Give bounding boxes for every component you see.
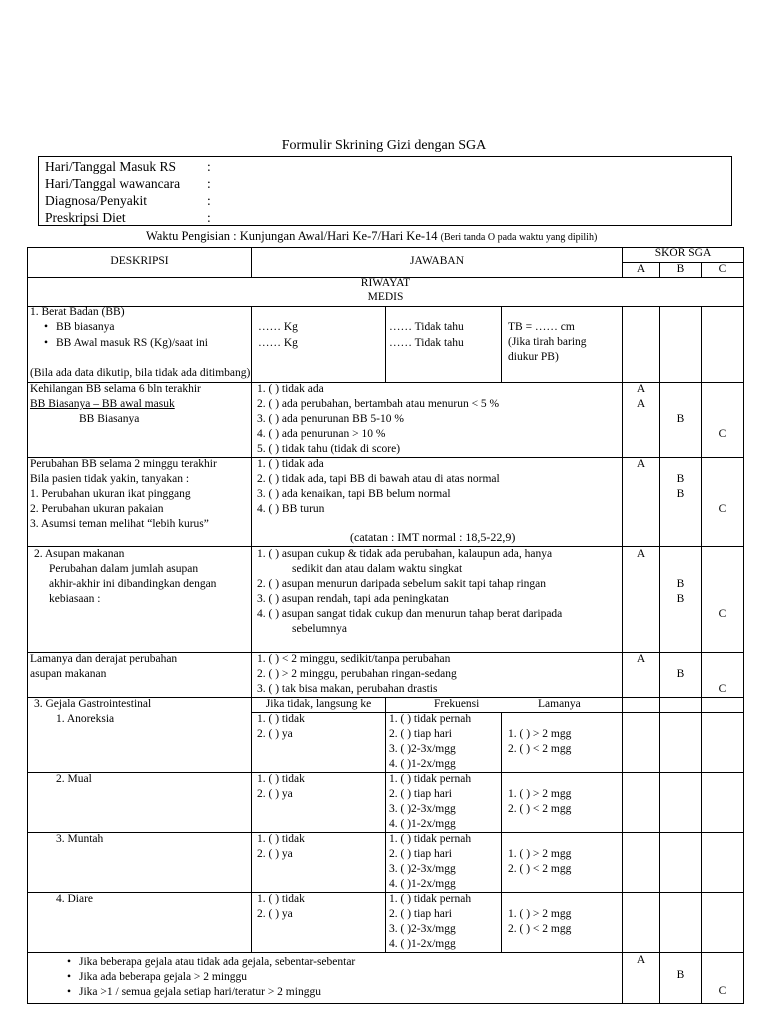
info-label: Diagnosa/Penyakit: [45, 193, 147, 208]
info-row-masuk: [45, 158, 725, 175]
info-row-wawancara: [45, 175, 725, 192]
info-colon: :: [207, 176, 211, 191]
perubahan-option: 4. ( ) BB turun: [257, 503, 325, 515]
header-a: A: [636, 263, 646, 275]
lamanya-desc: asupan makanan: [30, 668, 107, 680]
perubahan-desc: Bila pasien tidak yakin, tanyakan :: [30, 473, 190, 485]
kehilangan-option: 1. ( ) tidak ada: [257, 383, 324, 395]
patient-info-box: [38, 156, 732, 226]
kehilangan-option: 2. ( ) ada perubahan, bertambah atau menurun < 5 %: [257, 398, 500, 410]
score-c: C: [718, 503, 727, 515]
kehilangan-option: 5. ( ) tidak tahu (tidak di score): [257, 443, 401, 455]
kehilangan-option: 4. ( ) ada penurunan > 10 %: [257, 428, 386, 440]
gejala-item-label: 3. Muntah: [56, 833, 104, 845]
gejala-frekuensi-option: 3. ( )2-3x/mgg: [389, 863, 456, 875]
gejala-lamanya-option: 2. ( ) < 2 mgg: [508, 863, 572, 875]
bb-tidak-1: …… Tidak tahu: [389, 321, 464, 333]
lamanya-option: 3. ( ) tak bisa makan, perubahan drastis: [257, 683, 438, 695]
gejala-frekuensi-option: 4. ( )1-2x/mgg: [389, 878, 456, 890]
score-c: C: [718, 608, 727, 620]
kesimpulan-item: • Jika ada beberapa gejala > 2 minggu: [79, 970, 247, 985]
asupan-desc: 2. Asupan makanan: [34, 548, 125, 560]
score-a: A: [636, 383, 646, 395]
kehilangan-desc-3: BB Biasanya: [79, 413, 140, 425]
gejala-option-ya: 2. ( ) ya: [257, 728, 293, 740]
gejala-frekuensi-option: 4. ( )1-2x/mgg: [389, 938, 456, 950]
score-b: B: [676, 413, 685, 425]
perubahan-desc: 2. Perubahan ukuran pakaian: [30, 503, 164, 515]
gejala-option-tidak: 1. ( ) tidak: [257, 833, 305, 845]
gejala-frekuensi-option: 1. ( ) tidak pernah: [389, 773, 472, 785]
gejala-frekuensi-option: 1. ( ) tidak pernah: [389, 713, 472, 725]
perubahan-option: 1. ( ) tidak ada: [257, 458, 324, 470]
gejala-frekuensi-option: 3. ( )2-3x/mgg: [389, 803, 456, 815]
score-a: A: [636, 458, 646, 470]
asupan-option: sedikit dan atau dalam waktu singkat: [292, 563, 463, 575]
score-c: C: [718, 428, 727, 440]
gejala-lamanya-option: 2. ( ) < 2 mgg: [508, 923, 572, 935]
waktu-text: Waktu Pengisian : Kunjungan Awal/Hari Ke-7/Hari Ke-14: [146, 229, 438, 243]
gejala-head-frekuensi-label: Frekuensi: [434, 698, 480, 710]
asupan-desc: kebiasaan :: [49, 593, 101, 605]
gejala-frekuensi-option: 2. ( ) tiap hari: [389, 848, 452, 860]
info-colon: :: [207, 159, 211, 174]
gejala-frekuensi-option: 4. ( )1-2x/mgg: [389, 818, 456, 830]
kesimpulan-item: • Jika beberapa gejala atau tidak ada gejala, sebentar-sebentar: [79, 955, 355, 970]
bb-tidak-2: …… Tidak tahu: [389, 337, 464, 349]
header-c: C: [718, 263, 727, 275]
gejala-frekuensi-option: 4. ( )1-2x/mgg: [389, 758, 456, 770]
perubahan-desc: Perubahan BB selama 2 minggu terakhir: [30, 458, 217, 470]
gejala-lamanya-option: 1. ( ) > 2 mgg: [508, 788, 572, 800]
waktu-note: (Beri tanda O pada waktu yang dipilih): [440, 232, 598, 243]
bb-tb-note2: diukur PB): [508, 351, 559, 363]
gejala-option-ya: 2. ( ) ya: [257, 788, 293, 800]
bb-item-biasanya: • BB biasanya: [56, 320, 114, 335]
asupan-option: 2. ( ) asupan menurun daripada sebelum sakit tapi tahap ringan: [257, 578, 547, 590]
score-a: A: [636, 548, 646, 560]
score-b: B: [676, 473, 685, 485]
score-b: B: [676, 969, 685, 981]
bb-tb-note1: (Jika tirah baring: [508, 336, 587, 348]
perubahan-option: 2. ( ) tidak ada, tapi BB di bawah atau di atas normal: [257, 473, 500, 485]
asupan-option: 1. ( ) asupan cukup & tidak ada perubahan, kalaupun ada, hanya: [257, 548, 553, 560]
gejala-frekuensi-option: 3. ( )2-3x/mgg: [389, 923, 456, 935]
score-a: A: [636, 653, 646, 665]
bb-note: (Bila ada data dikutip, bila tidak ada ditimbang): [30, 367, 251, 379]
header-jawaban: JAWABAN: [409, 255, 465, 267]
gejala-frekuensi-option: 1. ( ) tidak pernah: [389, 893, 472, 905]
gejala-option-tidak: 1. ( ) tidak: [257, 893, 305, 905]
header-skor: SKOR SGA: [654, 247, 712, 259]
kehilangan-option: 3. ( ) ada penurunan BB 5-10 %: [257, 413, 404, 425]
score-a: A: [636, 398, 646, 410]
gejala-head-lamanya-label: Lamanya: [538, 698, 581, 710]
bb-kg-2: …… Kg: [258, 337, 298, 349]
page-title: Formulir Skrining Gizi dengan SGA: [281, 138, 487, 153]
gejala-item-label: 2. Mual: [56, 773, 92, 785]
gejala-item-label: 4. Diare: [56, 893, 94, 905]
asupan-option: 4. ( ) asupan sangat tidak cukup dan menurun tahap berat daripada: [257, 608, 563, 620]
lamanya-option: 2. ( ) > 2 minggu, perubahan ringan-sedang: [257, 668, 457, 680]
kehilangan-desc-2: BB Biasanya – BB awal masuk: [30, 398, 175, 410]
perubahan-option: 3. ( ) ada kenaikan, tapi BB belum normal: [257, 488, 451, 500]
info-row-diagnosa: [45, 192, 725, 209]
score-b: B: [676, 578, 685, 590]
score-c: C: [718, 985, 727, 997]
gejala-frekuensi-option: 2. ( ) tiap hari: [389, 728, 452, 740]
gejala-frekuensi-option: 2. ( ) tiap hari: [389, 788, 452, 800]
perubahan-desc: 3. Asumsi teman melihat “lebih kurus”: [30, 518, 209, 530]
perubahan-catatan: (catatan : IMT normal : 18,5-22,9): [350, 530, 516, 544]
kesimpulan-item: • Jika >1 / semua gejala setiap hari/teratur > 2 minggu: [79, 985, 321, 1000]
bb-item-awal: • BB Awal masuk RS (Kg)/saat ini: [56, 336, 208, 351]
asupan-desc: akhir-akhir ini dibandingkan dengan: [49, 578, 217, 590]
info-label: Preskripsi Diet: [45, 210, 126, 225]
bb-tb: TB = …… cm: [508, 321, 575, 333]
gejala-option-tidak: 1. ( ) tidak: [257, 713, 305, 725]
section-riwayat-line2: MEDIS: [367, 291, 404, 303]
info-colon: :: [207, 210, 211, 225]
info-label: Hari/Tanggal Masuk RS: [45, 159, 177, 174]
info-colon: :: [207, 193, 211, 208]
score-b: B: [676, 593, 685, 605]
kehilangan-desc-1: Kehilangan BB selama 6 bln terakhir: [30, 383, 201, 395]
header-deskripsi: DESKRIPSI: [110, 255, 169, 267]
score-a: A: [636, 954, 646, 966]
gejala-option-ya: 2. ( ) ya: [257, 848, 293, 860]
info-label: Hari/Tanggal wawancara: [45, 176, 181, 191]
gejala-lamanya-option: 2. ( ) < 2 mgg: [508, 803, 572, 815]
gejala-lamanya-option: 1. ( ) > 2 mgg: [508, 728, 572, 740]
score-b: B: [676, 668, 685, 680]
gejala-title: 3. Gejala Gastrointestinal: [34, 698, 152, 710]
gejala-lamanya-option: 2. ( ) < 2 mgg: [508, 743, 572, 755]
gejala-item-label: 1. Anoreksia: [56, 713, 115, 725]
score-b: B: [676, 488, 685, 500]
header-b: B: [676, 263, 685, 275]
waktu-pengisian: [146, 229, 597, 244]
gejala-frekuensi-option: 2. ( ) tiap hari: [389, 908, 452, 920]
asupan-option: 3. ( ) asupan rendah, tapi ada peningkatan: [257, 593, 449, 605]
lamanya-option: 1. ( ) < 2 minggu, sedikit/tanpa perubahan: [257, 653, 451, 665]
gejala-option-ya: 2. ( ) ya: [257, 908, 293, 920]
score-c: C: [718, 683, 727, 695]
gejala-lamanya-option: 1. ( ) > 2 mgg: [508, 848, 572, 860]
perubahan-desc: 1. Perubahan ukuran ikat pinggang: [30, 488, 191, 500]
gejala-frekuensi-option: 3. ( )2-3x/mgg: [389, 743, 456, 755]
bb-title: 1. Berat Badan (BB): [30, 306, 125, 318]
asupan-option: sebelumnya: [292, 623, 347, 635]
asupan-desc: Perubahan dalam jumlah asupan: [49, 563, 199, 575]
gejala-option-tidak: 1. ( ) tidak: [257, 773, 305, 785]
gejala-head-yn: Jika tidak, langsung ke: [265, 698, 372, 710]
bb-kg-1: …… Kg: [258, 321, 298, 333]
gejala-frekuensi-option: 1. ( ) tidak pernah: [389, 833, 472, 845]
gejala-lamanya-option: 1. ( ) > 2 mgg: [508, 908, 572, 920]
section-riwayat-line1: RIWAYAT: [360, 277, 411, 289]
info-row-diet: [45, 209, 725, 226]
lamanya-desc: Lamanya dan derajat perubahan: [30, 653, 178, 665]
